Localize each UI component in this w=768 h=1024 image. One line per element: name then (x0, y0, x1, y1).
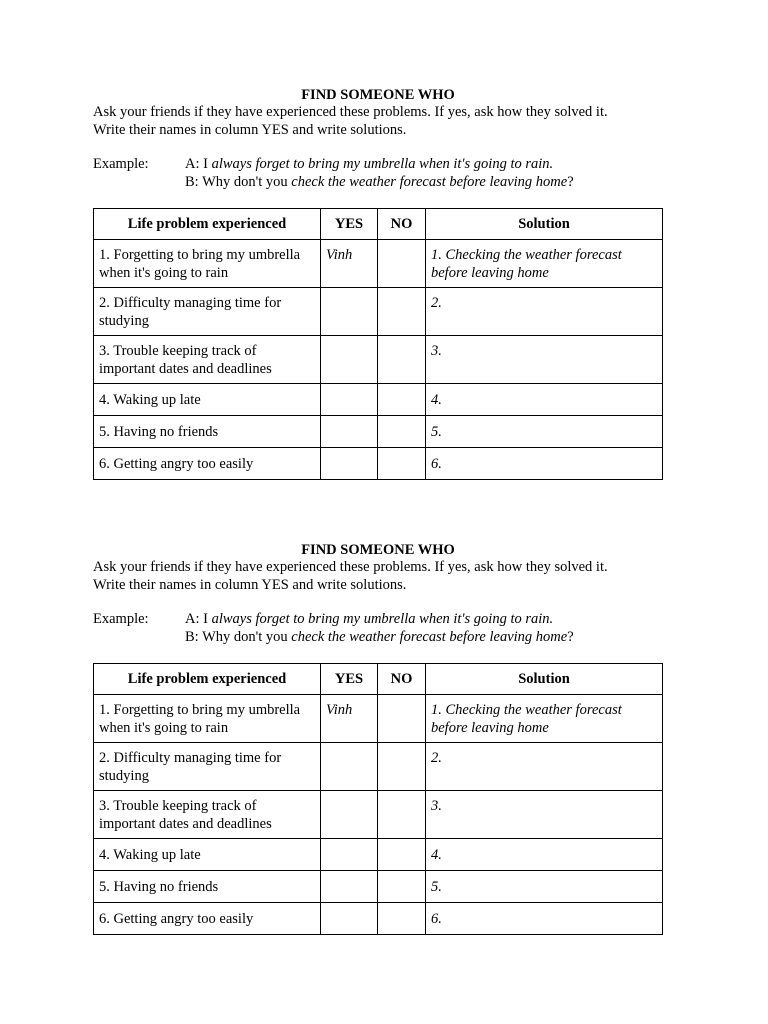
problem-cell: 4. Waking up late (94, 384, 321, 416)
problem-cell: 4. Waking up late (94, 839, 321, 871)
example-block (93, 611, 663, 646)
no-cell[interactable] (378, 384, 426, 416)
problems-table (93, 208, 663, 480)
table-row (94, 448, 663, 480)
problem-cell: 5. Having no friends (94, 416, 321, 448)
no-cell[interactable] (378, 448, 426, 480)
example-block (93, 156, 663, 191)
problem-cell: 1. Forgetting to bring my umbrella when it's going to rain (94, 240, 321, 288)
solution-cell[interactable]: 2. (426, 288, 663, 336)
problem-cell: 5. Having no friends (94, 871, 321, 903)
solution-cell[interactable]: 5. (426, 871, 663, 903)
no-cell[interactable] (378, 871, 426, 903)
header-yes: YES (321, 664, 378, 695)
header-problem: Life problem experienced (94, 664, 321, 695)
problem-cell: 3. Trouble keeping track of important dates and deadlines (94, 336, 321, 384)
yes-cell[interactable] (321, 743, 378, 791)
no-cell[interactable] (378, 839, 426, 871)
no-cell[interactable] (378, 743, 426, 791)
no-cell[interactable] (378, 695, 426, 743)
header-yes: YES (321, 209, 378, 240)
no-cell[interactable] (378, 416, 426, 448)
problems-table (93, 663, 663, 935)
example-label: Example: (93, 611, 149, 627)
yes-cell[interactable] (321, 871, 378, 903)
worksheet-2 (93, 541, 663, 935)
solution-cell[interactable]: 3. (426, 791, 663, 839)
table-row (94, 791, 663, 839)
example-line-a: A: I always forget to bring my umbrella when it's going to rain. (185, 611, 554, 627)
table-row (94, 903, 663, 935)
table-row (94, 743, 663, 791)
problem-cell: 1. Forgetting to bring my umbrella when it's going to rain (94, 695, 321, 743)
instruction-line: Write their names in column YES and write solutions. (93, 576, 407, 593)
yes-cell[interactable] (321, 791, 378, 839)
instruction-line: Ask your friends if they have experienced these problems. If yes, ask how they solved it. (93, 104, 608, 120)
problem-cell: 6. Getting angry too easily (94, 903, 321, 935)
yes-cell[interactable] (321, 448, 378, 480)
solution-cell[interactable]: 5. (426, 416, 663, 448)
example-line-b: B: Why don't you check the weather forecast before leaving home? (185, 173, 574, 190)
no-cell[interactable] (378, 288, 426, 336)
table-row (94, 384, 663, 416)
yes-cell[interactable] (321, 903, 378, 935)
solution-cell[interactable]: 3. (426, 336, 663, 384)
table-row (94, 240, 663, 288)
table-row (94, 871, 663, 903)
yes-cell[interactable]: Vinh (321, 695, 378, 743)
no-cell[interactable] (378, 336, 426, 384)
header-no: NO (378, 209, 426, 240)
example-label: Example: (93, 156, 149, 172)
header-solution: Solution (426, 209, 663, 240)
table-row (94, 336, 663, 384)
solution-cell[interactable]: 1. Checking the weather forecast before leaving home (426, 695, 663, 743)
example-line-b: B: Why don't you check the weather forecast before leaving home? (185, 628, 574, 645)
solution-cell[interactable]: 6. (426, 448, 663, 480)
worksheet-1 (93, 86, 663, 480)
table-header-row (94, 664, 663, 695)
problem-cell: 6. Getting angry too easily (94, 448, 321, 480)
header-no: NO (378, 664, 426, 695)
table-row (94, 839, 663, 871)
yes-cell[interactable] (321, 336, 378, 384)
problem-cell: 2. Difficulty managing time for studying (94, 743, 321, 791)
instruction-line: Ask your friends if they have experienced these problems. If yes, ask how they solved it. (93, 559, 608, 575)
solution-cell[interactable]: 2. (426, 743, 663, 791)
example-line-a: A: I always forget to bring my umbrella when it's going to rain. (185, 156, 554, 172)
table-header-row (94, 209, 663, 240)
solution-cell[interactable]: 6. (426, 903, 663, 935)
worksheet-title: FIND SOMEONE WHO (301, 542, 455, 558)
no-cell[interactable] (378, 903, 426, 935)
table-row (94, 416, 663, 448)
yes-cell[interactable] (321, 288, 378, 336)
no-cell[interactable] (378, 240, 426, 288)
instruction-line: Write their names in column YES and write solutions. (93, 121, 407, 138)
yes-cell[interactable] (321, 384, 378, 416)
problem-cell: 3. Trouble keeping track of important dates and deadlines (94, 791, 321, 839)
header-solution: Solution (426, 664, 663, 695)
table-row (94, 288, 663, 336)
yes-cell[interactable] (321, 416, 378, 448)
problem-cell: 2. Difficulty managing time for studying (94, 288, 321, 336)
solution-cell[interactable]: 1. Checking the weather forecast before leaving home (426, 240, 663, 288)
worksheet-title: FIND SOMEONE WHO (301, 87, 455, 103)
header-problem: Life problem experienced (94, 209, 321, 240)
solution-cell[interactable]: 4. (426, 839, 663, 871)
yes-cell[interactable]: Vinh (321, 240, 378, 288)
yes-cell[interactable] (321, 839, 378, 871)
table-row (94, 695, 663, 743)
no-cell[interactable] (378, 791, 426, 839)
solution-cell[interactable]: 4. (426, 384, 663, 416)
